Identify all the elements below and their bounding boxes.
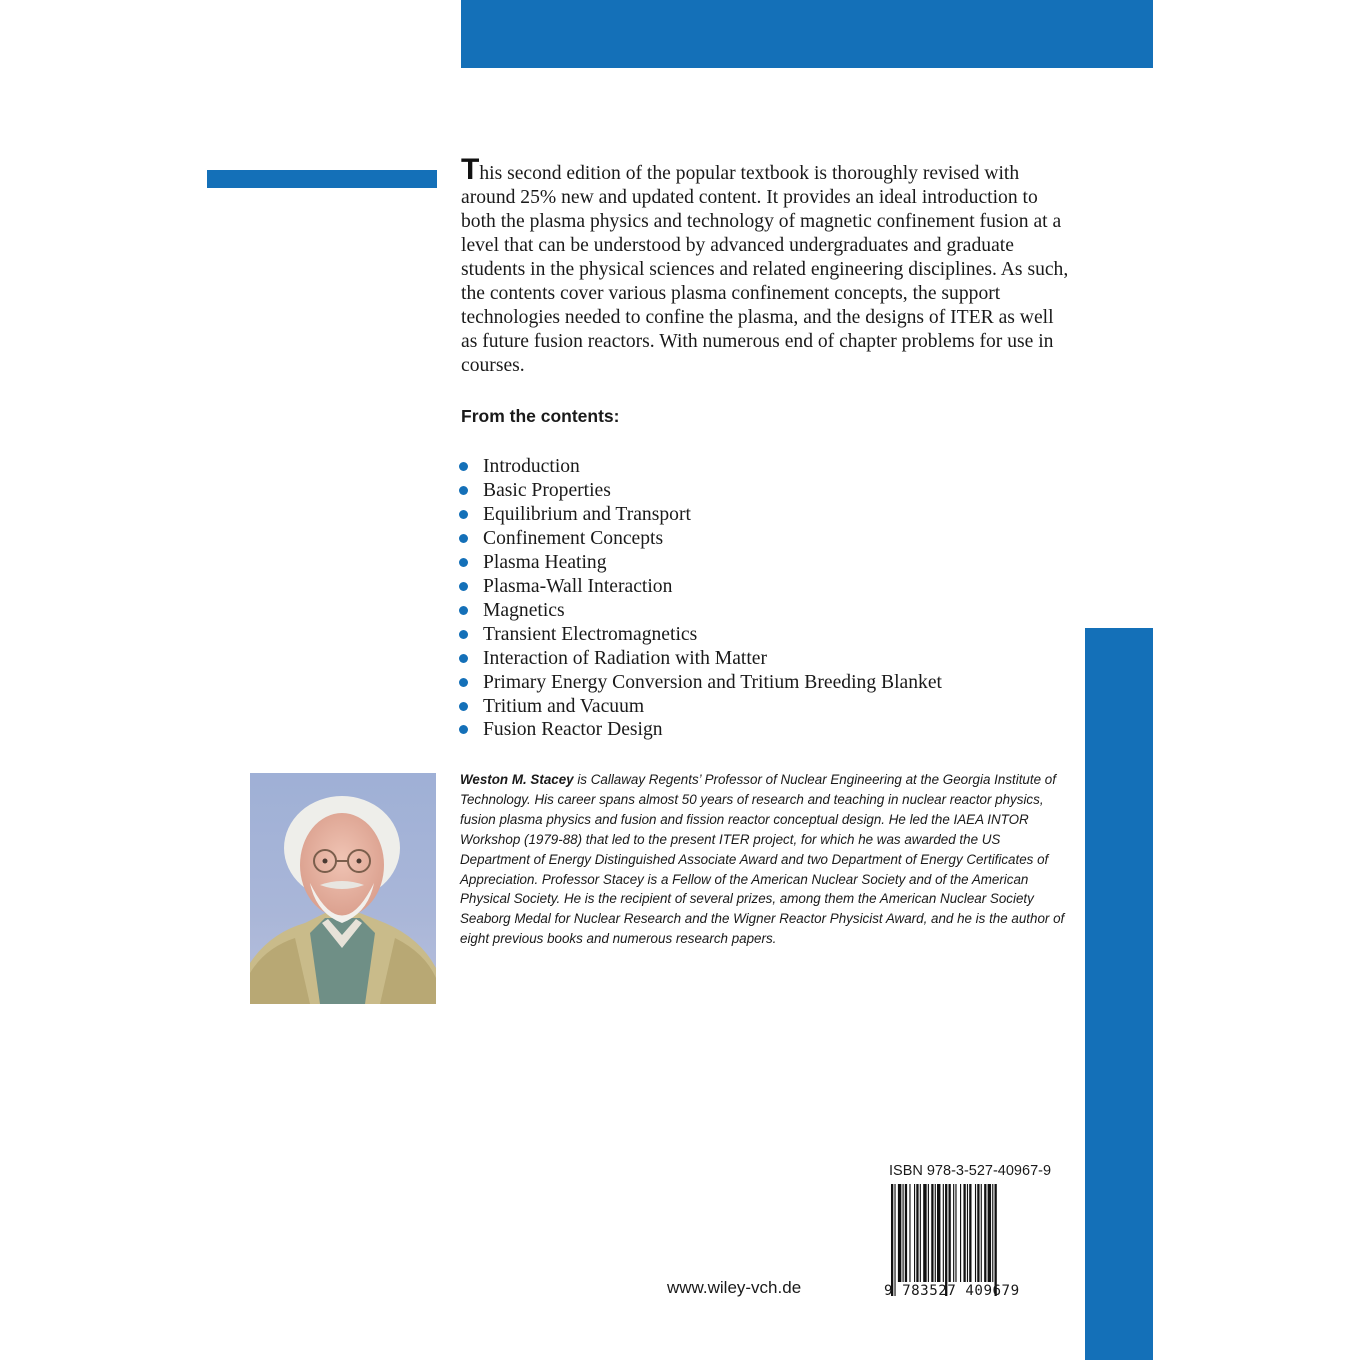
- contents-item: Magnetics: [459, 599, 942, 623]
- barcode-bar: [955, 1184, 956, 1282]
- barcode-bar: [916, 1184, 918, 1282]
- contents-item: Tritium and Vacuum: [459, 695, 942, 719]
- barcode-bar: [894, 1184, 895, 1296]
- right-accent-bar: [1085, 628, 1153, 1360]
- contents-item: Plasma Heating: [459, 551, 942, 575]
- barcode-bar: [928, 1184, 929, 1282]
- contents-item: Basic Properties: [459, 479, 942, 503]
- contents-item: Transient Electromagnetics: [459, 623, 942, 647]
- contents-item: Fusion Reactor Design: [459, 718, 942, 742]
- barcode-bar: [914, 1184, 915, 1282]
- barcode-bar: [909, 1184, 910, 1282]
- barcode-bar: [923, 1184, 926, 1282]
- barcode-bar: [984, 1184, 986, 1282]
- barcode-bar: [945, 1184, 947, 1296]
- barcode-bar: [953, 1184, 954, 1282]
- left-accent-bar: [207, 170, 437, 188]
- contents-item: Interaction of Radiation with Matter: [459, 647, 942, 671]
- contents-item: Plasma-Wall Interaction: [459, 575, 942, 599]
- isbn-label: ISBN 978-3-527-40967-9: [889, 1163, 1052, 1179]
- drop-cap: T: [461, 153, 480, 186]
- author-bio-text: is Callaway Regents’ Professor of Nuclear Engineering at the Georgia Institute of Technology. His career spans almost 50 years of research and teaching in nuclear reactor physics, fusion plasma physics and fusion and fission reactor conceptual design. He led the IAEA INTOR Workshop (1979-88) that led to the present ITER project, for which he was awarded the US Department of Energy Distinguished Associate Award and two Department of Energy Certificates of Appreciation. Professor Stacey is a Fellow of the American Nuclear Society and of the American Physical Society. He is the recipient of several prizes, among them the American Nuclear Society Seaborg Medal for Nuclear Research and the Wigner Reactor Physicist Award, and he is the author of eight previous books and numerous research papers.: [460, 772, 1065, 947]
- barcode-bar: [937, 1184, 940, 1282]
- barcode-bar: [969, 1184, 971, 1282]
- top-accent-bar: [461, 0, 1153, 68]
- barcode-bar: [898, 1184, 901, 1282]
- contents-item: Primary Energy Conversion and Tritium Breeding Blanket: [459, 671, 942, 695]
- contents-item: Introduction: [459, 455, 942, 479]
- barcode-bar: [931, 1184, 933, 1282]
- barcode-bar: [995, 1184, 997, 1296]
- barcode-bar: [949, 1184, 951, 1282]
- barcode-bar: [903, 1184, 904, 1282]
- contents-item: Confinement Concepts: [459, 527, 942, 551]
- author-bio: [460, 770, 1072, 949]
- barcode-digits: 9 783527 409679: [884, 1283, 1020, 1299]
- barcode-bar: [891, 1184, 893, 1296]
- barcode-bar: [963, 1184, 965, 1282]
- contents-item: Equilibrium and Transport: [459, 503, 942, 527]
- book-description-text: his second edition of the popular textbook is thoroughly revised with around 25% new and updated content. It provides an ideal introduction to both the plasma physics and technology of magnetic confinement fusion at a level that can be understood by advanced undergraduates and graduate students in the physical sciences and related engineering disciplines. As such, the contents cover various plasma confinement concepts, the support technologies needed to confine the plasma, and the designs of ITER as well as future fusion reactors. With numerous end of chapter problems for use in courses.: [461, 163, 1069, 376]
- contents-heading: From the contents:: [461, 406, 620, 426]
- barcode-bar: [981, 1184, 982, 1282]
- publisher-website: www.wiley-vch.de: [667, 1278, 802, 1297]
- barcode-bar: [992, 1184, 993, 1282]
- contents-list: [459, 455, 942, 742]
- barcode-bar: [935, 1184, 936, 1282]
- barcode-bar: [975, 1184, 976, 1282]
- barcode-bar: [920, 1184, 921, 1282]
- author-photo: [250, 773, 436, 1004]
- barcode-bar: [943, 1184, 944, 1282]
- barcode-bar: [967, 1184, 968, 1282]
- book-description: [461, 153, 1071, 378]
- author-name: Weston M. Stacey: [460, 772, 574, 787]
- barcode-bar: [905, 1184, 907, 1282]
- barcode-bar: [960, 1184, 961, 1282]
- barcode-bar: [988, 1184, 991, 1282]
- barcode-bar: [977, 1184, 979, 1282]
